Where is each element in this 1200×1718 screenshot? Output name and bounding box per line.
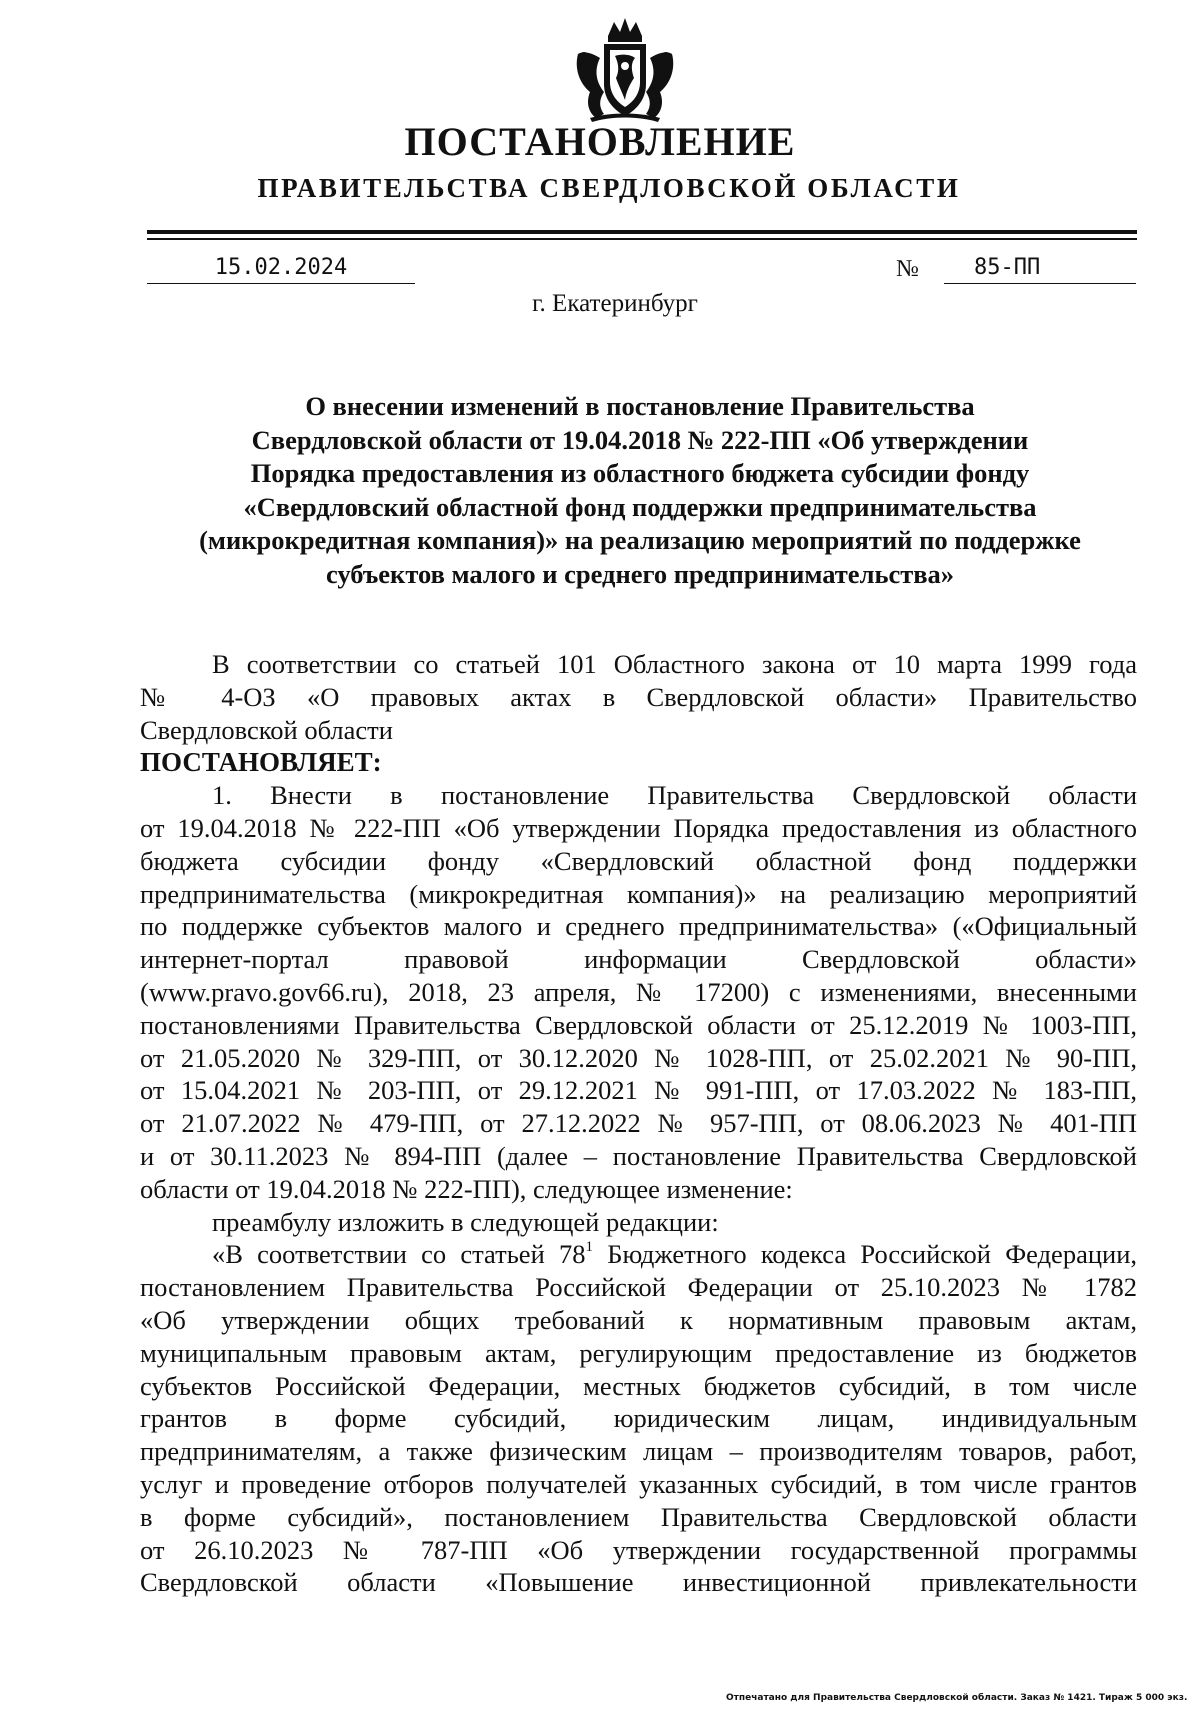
title-line: О внесении изменений в постановление Правительства [305, 391, 975, 421]
title-line: Свердловской области от 19.04.2018 № 222-ПП «Об утверждении [251, 424, 1029, 455]
body-line: интернет-портал правовой информации Свердловской области» [140, 944, 1137, 975]
quote-text: «В соответствии со статьей 78 [212, 1239, 586, 1270]
document-body [140, 648, 1137, 1599]
body-line: В соответствии со статьей 101 Областного закона от 10 марта 1999 года [212, 649, 1137, 679]
body-line: № 4-ОЗ «О правовых актах в Свердловской области» Правительство [140, 681, 1137, 712]
body-line: предпринимательства (микрокредитная компания)» на реализацию мероприятий [140, 878, 1137, 909]
title-line: (микрокредитная компания)» на реализацию мероприятий по поддержке [199, 525, 1081, 556]
number-sign: № [896, 256, 919, 282]
body-line: от 15.04.2021 № 203-ПП, от 29.12.2021 № 991-ПП, от 17.03.2022 № 183-ПП, [140, 1075, 1137, 1106]
resolves-heading: ПОСТАНОВЛЯЕТ: [140, 747, 382, 778]
document-city: г. Екатеринбург [532, 290, 698, 317]
body-line: постановлениями Правительства Свердловской области от 25.12.2019 № 1003-ПП, [140, 1009, 1137, 1040]
body-line: преамбулу изложить в следующей редакции: [212, 1206, 719, 1237]
title-line: «Свердловский областной фонд поддержки предпринимательства [243, 491, 1037, 522]
body-line: (www.pravo.gov66.ru), 2018, 23 апреля, № 17200) с изменениями, внесенными [140, 976, 1137, 1007]
document-date: 15.02.2024 [147, 253, 415, 284]
body-line: от 19.04.2018 № 222-ПП «Об утверждении Порядка предоставления из областного [140, 812, 1137, 843]
body-line: Свердловской области «Повышение инвестиционной привлекательности [140, 1567, 1137, 1598]
print-footer: Отпечатано для Правительства Свердловской области. Заказ № 1421. Тираж 5 000 экз. [726, 1693, 1188, 1703]
header-rule-thick [147, 230, 1137, 234]
body-line: грантов в форме субсидий, юридическим лицам, индивидуальным [140, 1403, 1137, 1434]
document-type: ПОСТАНОВЛЕНИЕ [404, 119, 796, 164]
document-title [140, 390, 1140, 592]
body-line: муниципальным правовым актам, регулирующим предоставление из бюджетов [140, 1337, 1137, 1368]
header-rule-thin [147, 238, 1137, 240]
body-line: 1. Внести в постановление Правительства Свердловской области [212, 780, 1137, 811]
body-line: бюджета субсидии фонду «Свердловский областной фонд поддержки [140, 845, 1137, 876]
body-line: «Об утверждении общих требований к нормативным правовым актам, [140, 1304, 1137, 1335]
body-line: и от 30.11.2023 № 894-ПП (далее – постановление Правительства Свердловской [140, 1140, 1137, 1171]
body-line: Свердловской области [140, 714, 393, 745]
body-line: от 26.10.2023 № 787-ПП «Об утверждении государственной программы [140, 1534, 1137, 1565]
coat-of-arms-icon [570, 14, 680, 124]
title-line: Порядка предоставления из областного бюджета субсидии фонду [250, 458, 1030, 489]
body-line: области от 19.04.2018 № 222-ПП), следующее изменение: [140, 1173, 793, 1204]
body-line: от 21.07.2022 № 479-ПП, от 27.12.2022 № 957-ПП, от 08.06.2023 № 401-ПП [140, 1108, 1137, 1139]
body-line: субъектов Российской Федерации, местных бюджетов субсидий, в том числе [140, 1370, 1137, 1401]
body-line: постановлением Правительства Российской Федерации от 25.10.2023 № 1782 [140, 1272, 1137, 1303]
body-line: предпринимателям, а также физическим лицам – производителям товаров, работ, [140, 1436, 1137, 1467]
issuing-authority: ПРАВИТЕЛЬСТВА СВЕРДЛОВСКОЙ ОБЛАСТИ [257, 173, 961, 203]
body-line: в форме субсидий», постановлением Правительства Свердловской области [140, 1501, 1137, 1532]
document-number: 85-ПП [944, 253, 1136, 284]
title-line: субъектов малого и среднего предпринимательства» [325, 558, 955, 589]
quote-text: Бюджетного кодекса Российской Федерации, [593, 1239, 1138, 1270]
body-line: услуг и проведение отборов получателей указанных субсидий, в том числе грантов [140, 1468, 1137, 1499]
body-line: по поддержке субъектов малого и среднего предпринимательства» («Официальный [140, 911, 1137, 942]
article-superscript: 1 [585, 1238, 593, 1255]
body-line [140, 1238, 1137, 1271]
body-line: от 21.05.2020 № 329-ПП, от 30.12.2020 № 1028-ПП, от 25.02.2021 № 90-ПП, [140, 1042, 1137, 1073]
